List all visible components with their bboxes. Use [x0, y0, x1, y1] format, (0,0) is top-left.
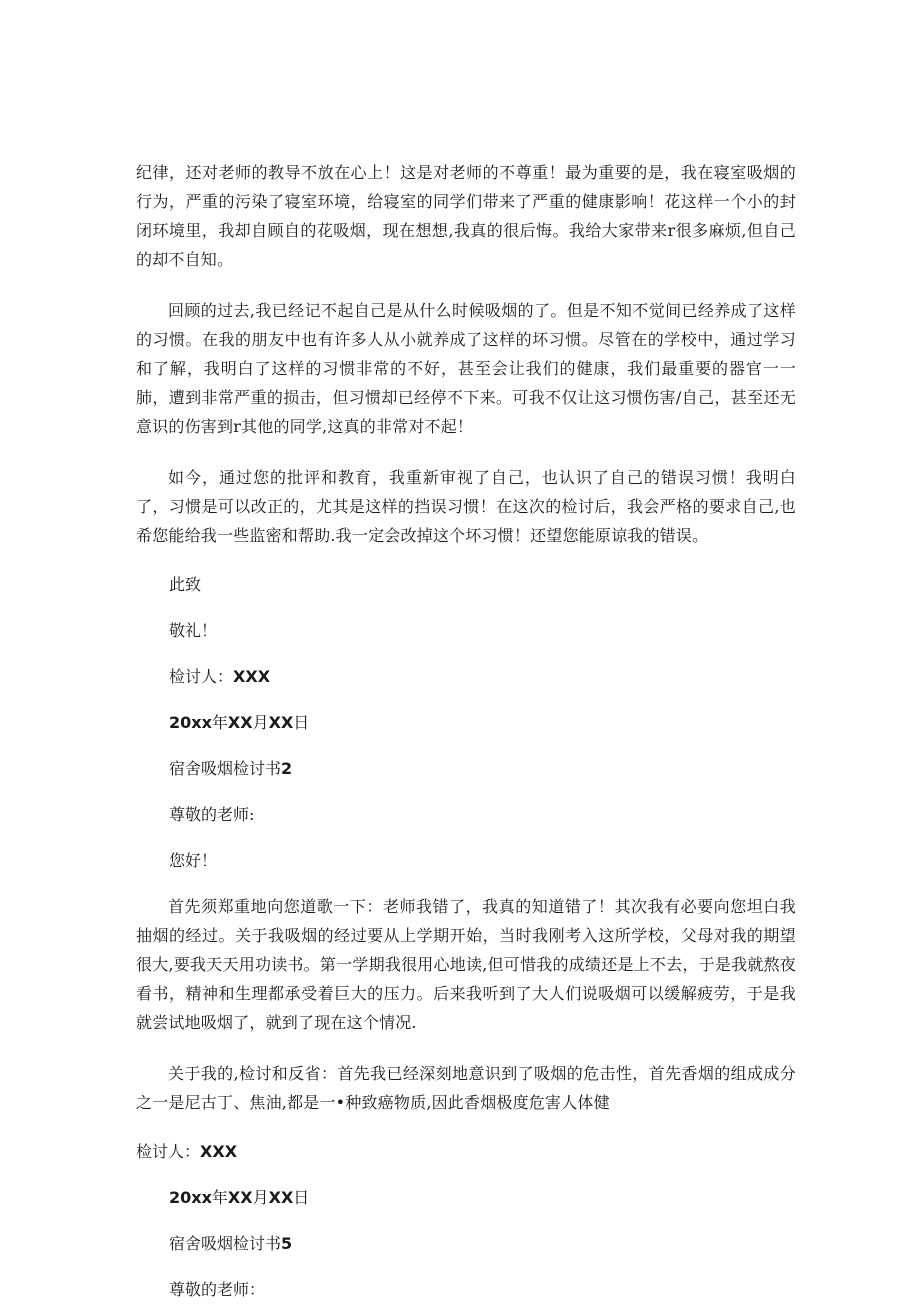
date-year: 20xx: [169, 713, 212, 732]
salutation: 尊敬的老师:: [169, 805, 255, 824]
paragraph-5: 关于我的,检讨和反省：首先我已经深刻地意识到了吸烟的危击性，首先香烟的组成成分之一是尼古丁、焦油,都是一•种致癌物质,因此香烟极度危害人体健: [136, 1064, 796, 1112]
heading-5-number: 5: [281, 1234, 293, 1253]
signer-line: [136, 662, 796, 691]
date-line: [136, 708, 796, 737]
date2-day: XX: [268, 1188, 294, 1207]
paragraph-2: 回顾的过去,我已经记不起自己是从什么时候吸烟的了。但是不知不觉间已经养成了这样的习惯。在我的朋友中也有许多人从小就养成了这样的坏习惯。尽管在的学校中，通过学习和了解，我明白了这样的习惯非常的不好，甚至会让我们的健康，我们最重要的器官一一肺，遭到非常严重的损击，但习惯却已经停不下来。可我不仅让这习惯伤害/自己，甚至还无意识的伤害到r其他的同学,这真的非常对不起！: [136, 301, 796, 436]
section-heading-5: [136, 1229, 796, 1258]
paragraph-3: 如今，通过您的批评和教育，我重新审视了自己，也认识了自己的错误习惯！我明白了，习惯是可以改正的，尤其是这样的挡误习惯！在这次的检讨后，我会严格的要求自己,也希您能给我一些监密和帮助.我一定会改掉这个坏习惯！还望您能原谅我的错误。: [136, 468, 796, 545]
date-month: XX: [227, 713, 253, 732]
date2-day-unit: 日: [293, 1188, 310, 1207]
section-heading-2: [136, 754, 796, 783]
salutation-2: 尊敬的老师：: [169, 1280, 266, 1299]
signer-line-2: [136, 1137, 796, 1166]
signer-label-2: 检讨人：: [136, 1142, 201, 1161]
document-page: [136, 158, 796, 1304]
heading-5-text: 宿舍吸烟检讨书: [169, 1234, 282, 1253]
heading-2-number: 2: [281, 759, 293, 778]
date-month-unit: 月: [252, 713, 269, 732]
closing-2: 敬礼！: [169, 621, 218, 640]
date2-year-unit: 年: [211, 1188, 228, 1207]
signer-name: XXX: [233, 667, 271, 686]
date2-month: XX: [227, 1188, 253, 1207]
date-year-unit: 年: [211, 713, 228, 732]
signer-name-2: XXX: [200, 1142, 238, 1161]
date-line-2: [136, 1183, 796, 1212]
greeting: 您好！: [169, 851, 218, 870]
date2-month-unit: 月: [252, 1188, 269, 1207]
paragraph-4: 首先须郑重地向您道歌一下：老师我错了，我真的知道错了！其次我有必要向您坦白我抽烟的经过。关于我吸烟的经过要从上学期开始，当时我刚考入这所学校，父母对我的期望很大,要我天天用功读书。第一学期我很用心地读,但可惜我的成绩还是上不去，于是我就熬夜看书，精神和生理都承受着巨大的压力。后来我听到了大人们说吸烟可以缓解疲劳，于是我就尝试地吸烟了，就到了现在这个情况.: [136, 897, 796, 1032]
date-day-unit: 日: [293, 713, 310, 732]
signer-label: 检讨人：: [169, 667, 234, 686]
closing-1: 此致: [169, 575, 202, 594]
date-day: XX: [268, 713, 294, 732]
paragraph-1: 纪律，还对老师的教导不放在心上！这是对老师的不尊重！最为重要的是，我在寝室吸烟的行为，严重的污染了寝室环境，给寝室的同学们带来了严重的健康影响！花这样一个小的封闭环境里，我却自顾自的花吸烟，现在想想,我真的很后悔。我给大家带来r很多麻烦,但自己的却不自知。: [136, 163, 796, 269]
date2-year: 20xx: [169, 1188, 212, 1207]
heading-2-text: 宿舍吸烟检讨书: [169, 759, 282, 778]
